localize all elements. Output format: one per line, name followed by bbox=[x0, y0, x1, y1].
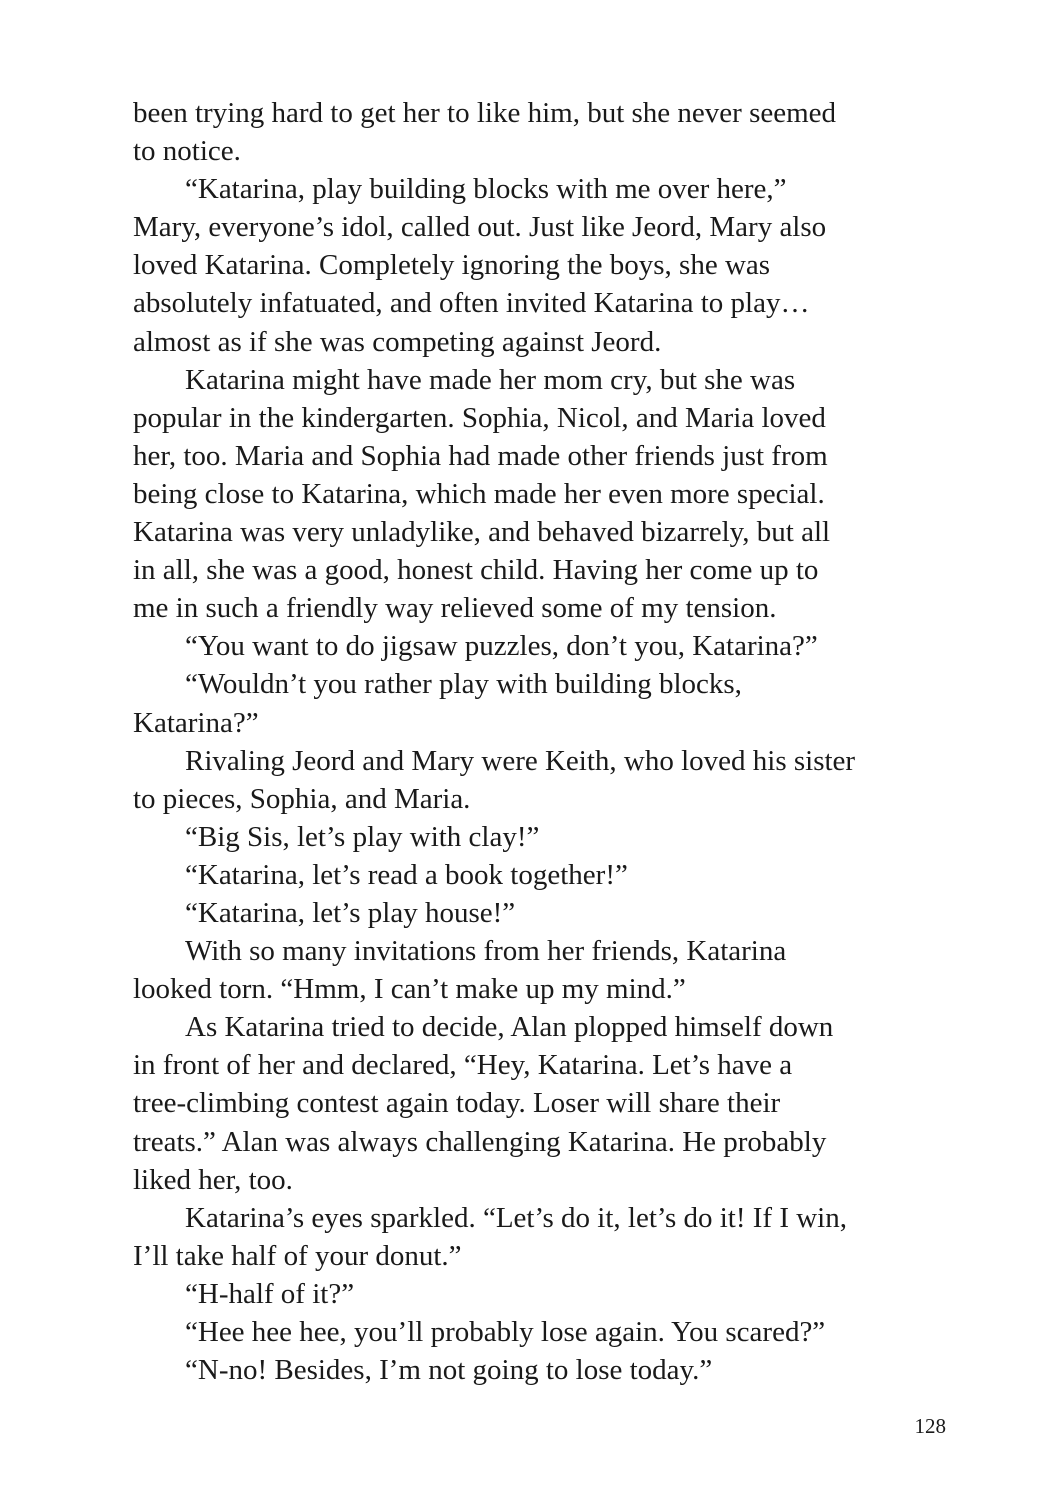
text-line: I’ll take half of your donut.” bbox=[133, 1239, 462, 1272]
text-line: With so many invitations from her friends, Katarina bbox=[185, 935, 787, 968]
text-line: “You want to do jigsaw puzzles, don’t you, Katarina?” bbox=[185, 630, 818, 663]
text-line: “H-half of it?” bbox=[185, 1277, 355, 1310]
text-line: absolutely infatuated, and often invited Katarina to play… bbox=[133, 287, 810, 320]
text-line: Rivaling Jeord and Mary were Keith, who loved his sister bbox=[185, 744, 856, 777]
text-line: to notice. bbox=[133, 135, 241, 168]
text-line: Katarina’s eyes sparkled. “Let’s do it, let’s do it! If I win, bbox=[185, 1201, 847, 1234]
text-line: been trying hard to get her to like him, but she never seemed bbox=[133, 97, 837, 129]
text-line: Mary, everyone’s idol, called out. Just like Jeord, Mary also bbox=[133, 211, 827, 244]
text-line: looked torn. “Hmm, I can’t make up my mind.” bbox=[133, 973, 686, 1006]
body-text bbox=[133, 94, 963, 1389]
text-line: me in such a friendly way relieved some of my tension. bbox=[133, 592, 777, 625]
text-line: liked her, too. bbox=[133, 1163, 293, 1196]
text-line: to pieces, Sophia, and Maria. bbox=[133, 782, 471, 815]
text-line: tree-climbing contest again today. Loser will share their bbox=[133, 1087, 781, 1120]
text-line: “Big Sis, let’s play with clay!” bbox=[185, 820, 540, 853]
text-line: “Katarina, play building blocks with me over here,” bbox=[185, 173, 787, 206]
text-line: loved Katarina. Completely ignoring the boys, she was bbox=[133, 249, 771, 282]
text-line: in front of her and declared, “Hey, Katarina. Let’s have a bbox=[133, 1049, 793, 1082]
text-line: Katarina was very unladylike, and behaved bizarrely, but all bbox=[133, 516, 831, 549]
text-line: treats.” Alan was always challenging Katarina. He probably bbox=[133, 1125, 827, 1158]
text-line: popular in the kindergarten. Sophia, Nicol, and Maria loved bbox=[133, 401, 826, 434]
text-line: in all, she was a good, honest child. Having her come up to bbox=[133, 554, 819, 587]
page-number: 128 bbox=[914, 1414, 946, 1438]
text-line: almost as if she was competing against Jeord. bbox=[133, 325, 662, 358]
text-line: Katarina might have made her mom cry, but she was bbox=[185, 363, 796, 396]
text-line: “Wouldn’t you rather play with building blocks, bbox=[185, 668, 742, 701]
text-line: being close to Katarina, which made her even more special. bbox=[133, 477, 825, 510]
text-line: “Hee hee hee, you’ll probably lose again. You scared?” bbox=[185, 1316, 826, 1348]
text-line: As Katarina tried to decide, Alan plopped himself down bbox=[185, 1011, 834, 1044]
text-line: “N-no! Besides, I’m not going to lose today.” bbox=[185, 1354, 713, 1387]
text-line: Katarina?” bbox=[133, 706, 259, 739]
text-line: “Katarina, let’s play house!” bbox=[185, 896, 516, 929]
text-line: “Katarina, let’s read a book together!” bbox=[185, 858, 628, 891]
text-line: her, too. Maria and Sophia had made other friends just from bbox=[133, 439, 828, 472]
